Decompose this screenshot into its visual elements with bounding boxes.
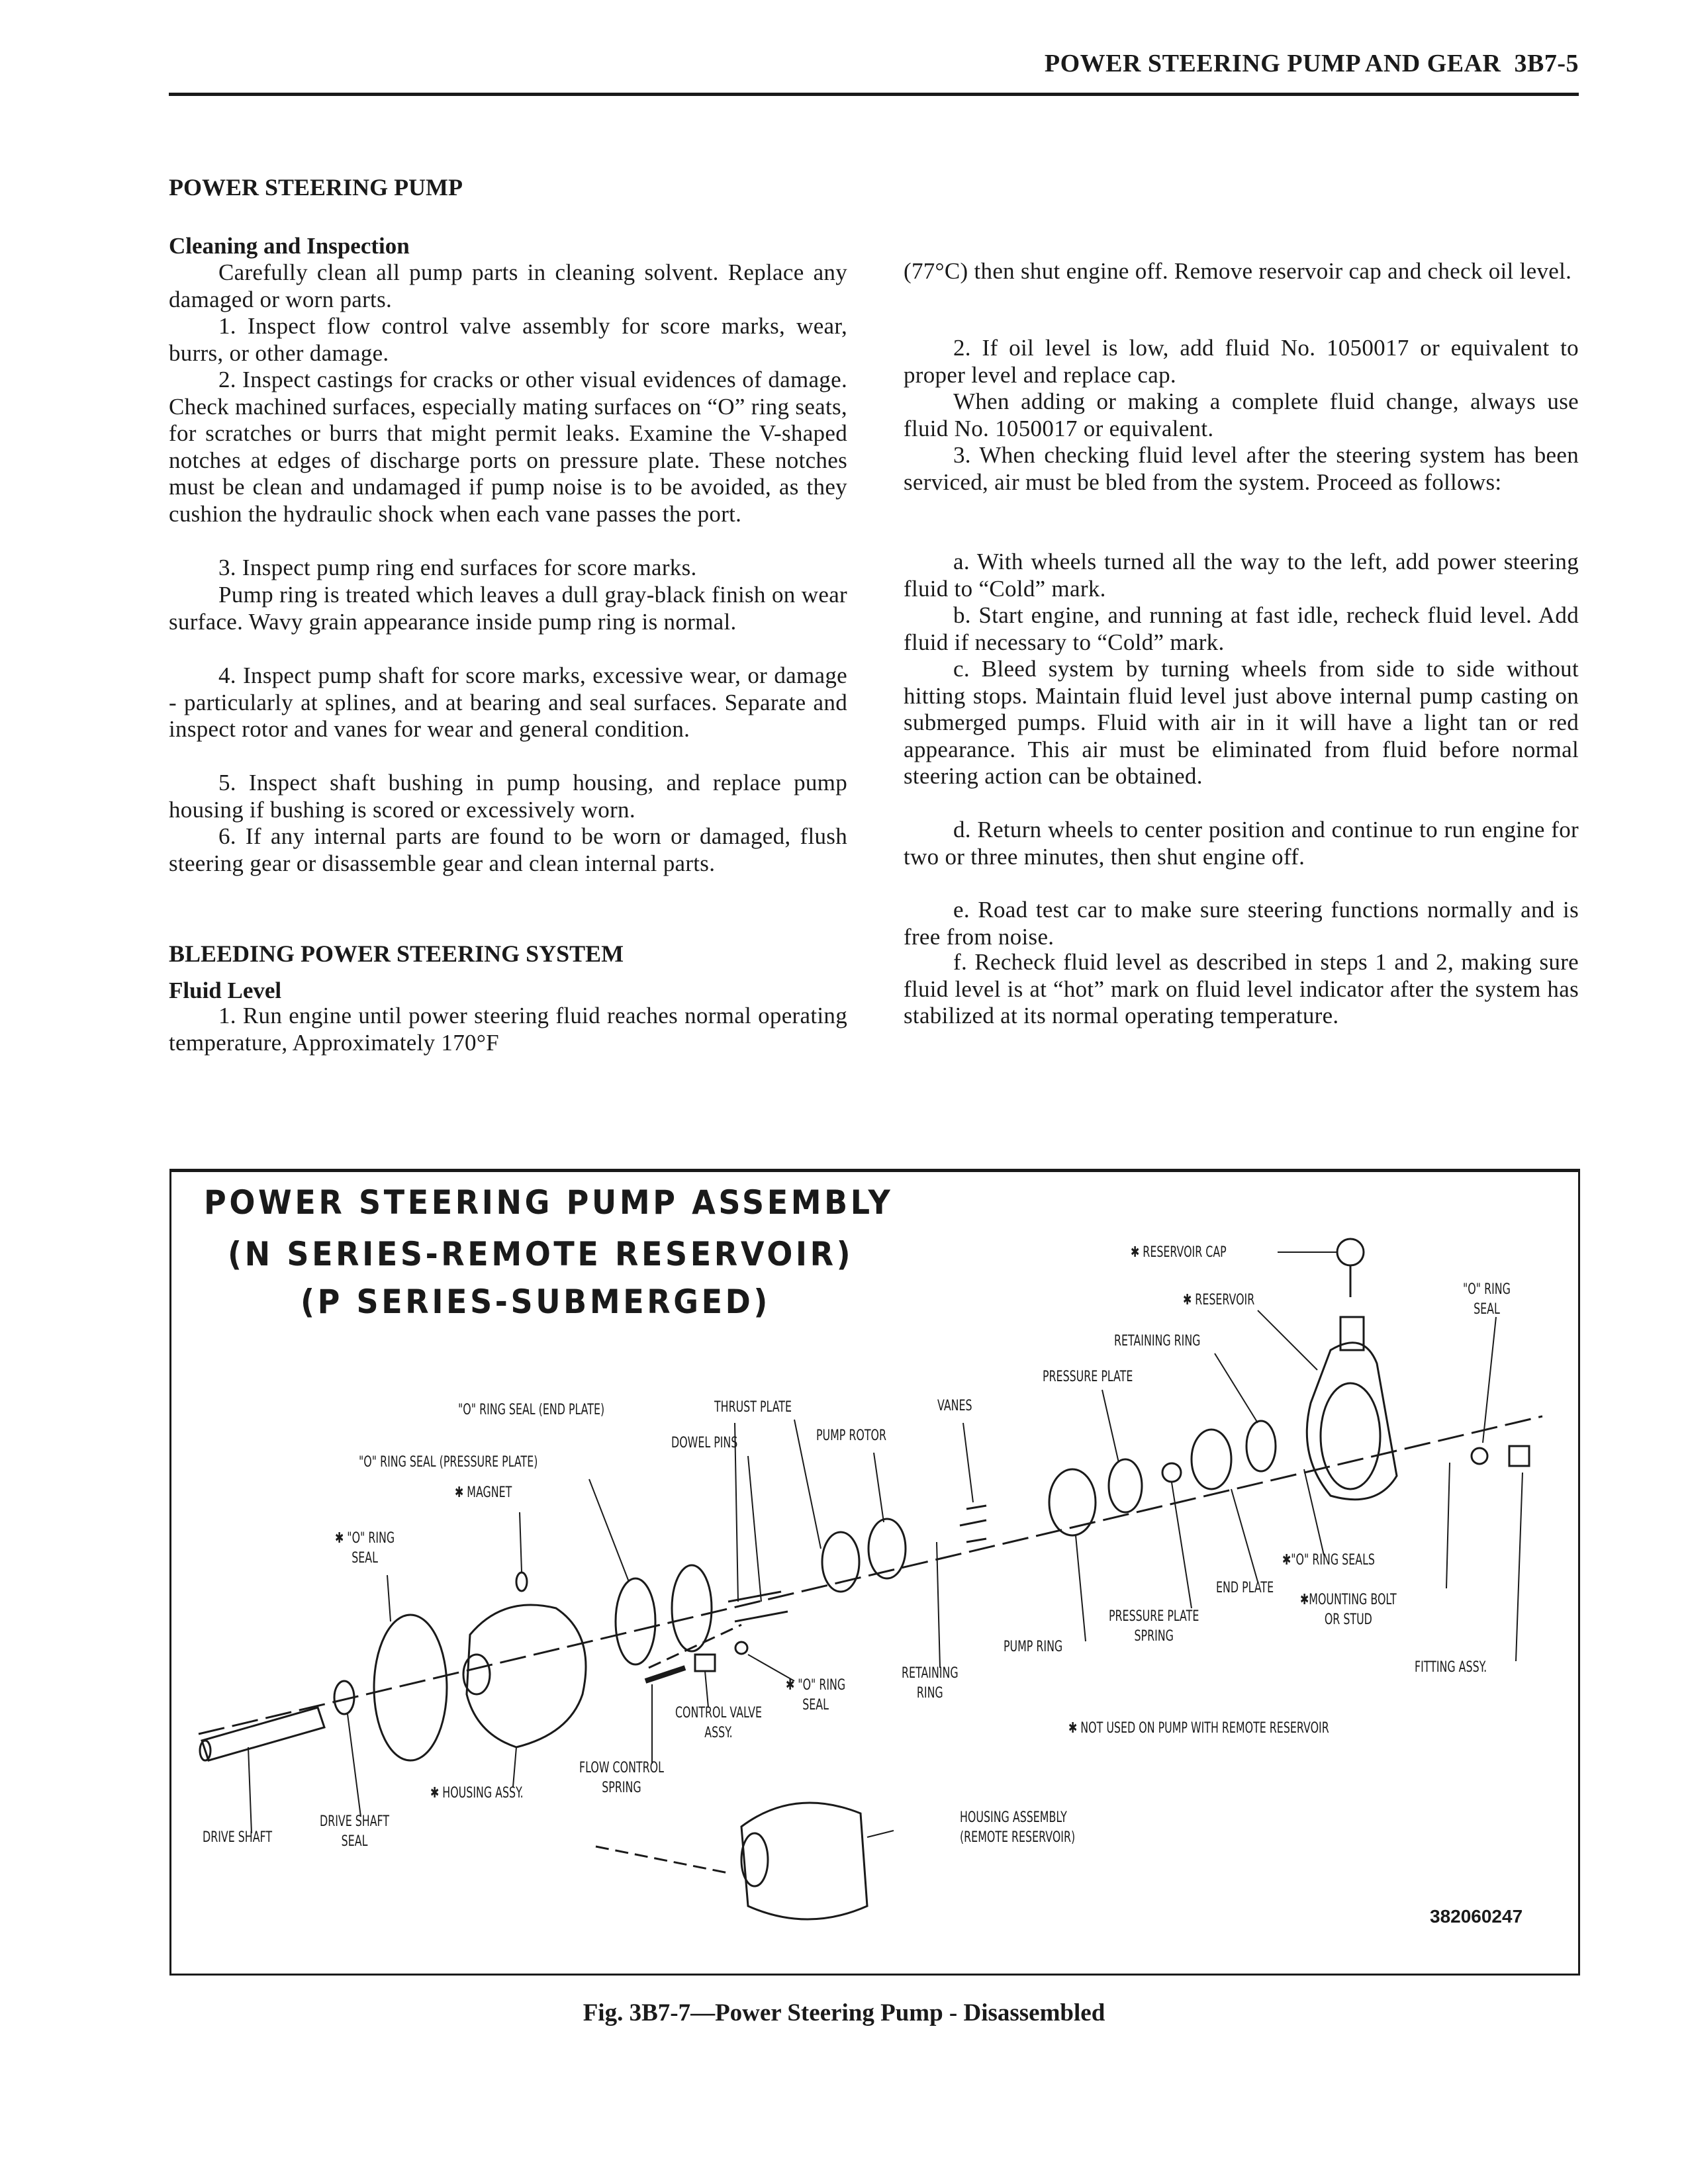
remote-housing-part [741,1803,867,1919]
magnet-part [516,1572,527,1591]
retaining-ring-part [1246,1421,1276,1471]
pump-ring-part [1049,1469,1096,1535]
o-ring-small-part [735,1642,747,1654]
flow-control-spring-part [645,1668,685,1681]
header-title: POWER STEERING PUMP AND GEAR [1044,50,1501,77]
pressure-plate-part [1109,1459,1142,1512]
paragraph: c. Bleed system by turning wheels from side to side without hitting stops. Maintain fluid level just above internal pump casting on submerged pumps. Fluid with air in it will have a light tan or red appearance. This air must be eliminated from fluid before normal steering action can be obtained. [904,656,1579,790]
label-o-ring-seal-mid: ✱ "O" RING SEAL [786,1677,846,1713]
paragraph: e. Road test car to make sure steering functions normally and is free from noise. [904,897,1579,950]
subsection-cleaning: Cleaning and Inspection [169,233,410,259]
subsection-fluid-level: Fluid Level [169,978,282,1003]
label-pump-ring: PUMP RING [1004,1639,1063,1655]
label-o-ring-seals: ✱"O" RING SEALS [1282,1552,1375,1569]
label-drive-shaft: DRIVE SHAFT [203,1829,273,1846]
o-ring-pressure-plate-part [616,1578,655,1664]
paragraph: (77°C) then shut engine off. Remove reservoir cap and check oil level. [904,258,1572,284]
label-o-ring-seal-pressure-plate: "O" RING SEAL (PRESSURE PLATE) [359,1454,538,1471]
reservoir-cap-part [1337,1239,1364,1297]
label-drive-shaft-seal: DRIVE SHAFT SEAL [320,1813,390,1850]
label-pressure-plate-spring: PRESSURE PLATE SPRING [1109,1608,1199,1645]
paragraph: 6. If any internal parts are found to be worn or damaged, flush steering gear or disassemble gear and clean internal parts. [169,823,847,876]
section-title-pump: POWER STEERING PUMP [169,174,463,201]
reservoir-part [1307,1317,1397,1500]
figure-title-line-2: (N SERIES-REMOTE RESERVOIR) [228,1235,854,1273]
vanes-part [960,1506,986,1542]
paragraph: 4. Inspect pump shaft for score marks, excessive wear, or damage - particularly at splines, and at bearing and seal surfaces. Separate and inspect rotor and vanes for wear and general condition. [169,662,847,743]
label-flow-control-spring: FLOW CONTROL SPRING [579,1760,664,1796]
paragraph: d. Return wheels to center position and continue to run engine for two or three minutes, then shut engine off. [904,817,1579,870]
figure-number: 382060247 [1430,1906,1523,1927]
housing-part [463,1605,586,1747]
end-plate-part [1192,1430,1231,1489]
o-ring-seal-part [374,1615,447,1760]
label-mounting-bolt: ✱MOUNTING BOLT OR STUD [1300,1592,1397,1628]
label-housing-assy: ✱ HOUSING ASSY. [430,1785,524,1801]
paragraph: Carefully clean all pump parts in cleaning solvent. Replace any damaged or worn parts. [169,259,847,312]
control-valve-part [695,1655,715,1671]
label-o-ring-seal-left: ✱ "O" RING SEAL [335,1530,395,1567]
paragraph: a. With wheels turned all the way to the left, add power steering fluid to “Cold” mark. [904,549,1579,602]
section-title-bleeding: BLEEDING POWER STEERING SYSTEM [169,940,624,967]
label-dowel-pins: DOWEL PINS [671,1435,738,1451]
paragraph: 2. If oil level is low, add fluid No. 1050017 or equivalent to proper level and replace cap. [904,335,1579,388]
spring-part [1162,1463,1181,1482]
paragraph: f. Recheck fluid level as described in steps 1 and 2, making sure fluid level is at “hot” mark on fluid level indicator after the system has stabilized at its normal operating temperature. [904,949,1579,1029]
figure-title-line-1: POWER STEERING PUMP ASSEMBLY [204,1183,894,1222]
label-note-not-used: ✱ NOT USED ON PUMP WITH REMOTE RESERVOIR [1068,1720,1329,1737]
label-thrust-plate: THRUST PLATE [714,1399,792,1416]
label-pump-rotor: PUMP ROTOR [816,1428,887,1444]
figure-title-line-3: (P SERIES-SUBMERGED) [301,1283,771,1321]
paragraph: 1. Inspect flow control valve assembly for score marks, wear, burrs, or other damage. [169,313,847,366]
label-magnet: ✱ MAGNET [455,1484,512,1501]
drive-shaft-part [200,1707,324,1760]
label-reservoir-cap: ✱ RESERVOIR CAP [1131,1244,1227,1261]
paragraph: b. Start engine, and running at fast idle, recheck fluid level. Add fluid if necessary to “Cold” mark. [904,602,1579,655]
paragraph: Pump ring is treated which leaves a dull gray-black finish on wear surface. Wavy grain appearance inside pump ring is normal. [169,582,847,635]
label-retaining-ring-bottom: RETAINING RING [902,1665,959,1702]
page-number: 3B7-5 [1514,50,1579,77]
label-reservoir: ✱ RESERVOIR [1183,1292,1255,1308]
paragraph: 5. Inspect shaft bushing in pump housing, and replace pump housing if bushing is scored or excessively worn. [169,770,847,823]
paragraph: 1. Run engine until power steering fluid reaches normal operating temperature, Approximately 170°F [169,1003,847,1056]
o-ring-end-plate-part [672,1565,712,1651]
label-housing-assembly-remote: HOUSING ASSEMBLY (REMOTE RESERVOIR) [960,1809,1076,1846]
paragraph: 3. Inspect pump ring end surfaces for score marks. [218,555,697,580]
label-control-valve: CONTROL VALVE ASSY. [675,1705,762,1741]
paragraph: 3. When checking fluid level after the steering system has been serviced, air must be bled from the system. Proceed as follows: [904,442,1579,495]
label-o-ring-seal-end-plate: "O" RING SEAL (END PLATE) [458,1402,605,1418]
pump-rotor-part [868,1519,906,1578]
label-fitting-assy: FITTING ASSY. [1415,1659,1487,1676]
label-vanes: VANES [937,1398,972,1414]
fitting-part [1472,1446,1529,1466]
paragraph: 2. Inspect castings for cracks or other visual evidences of damage. Check machined surfaces, especially mating surfaces on “O” ring seats, for scratches or burrs that might permit leaks. Examine the V-shaped notches at edges of discharge ports on pressure plate. These notches must be clean and undamaged if pump noise is to be avoided, as they cushion the hydraulic shock when each vane passes the port. [169,367,847,527]
label-o-ring-seal-top: "O" RING SEAL [1463,1281,1511,1318]
figure-caption: Fig. 3B7-7—Power Steering Pump - Disassembled [583,1999,1105,2026]
paragraph: When adding or making a complete fluid change, always use fluid No. 1050017 or equivalent. [904,388,1579,441]
label-end-plate: END PLATE [1216,1580,1274,1596]
leader-lines [248,1252,1523,1837]
label-pressure-plate: PRESSURE PLATE [1043,1369,1133,1385]
label-retaining-ring-top: RETAINING RING [1114,1333,1201,1349]
